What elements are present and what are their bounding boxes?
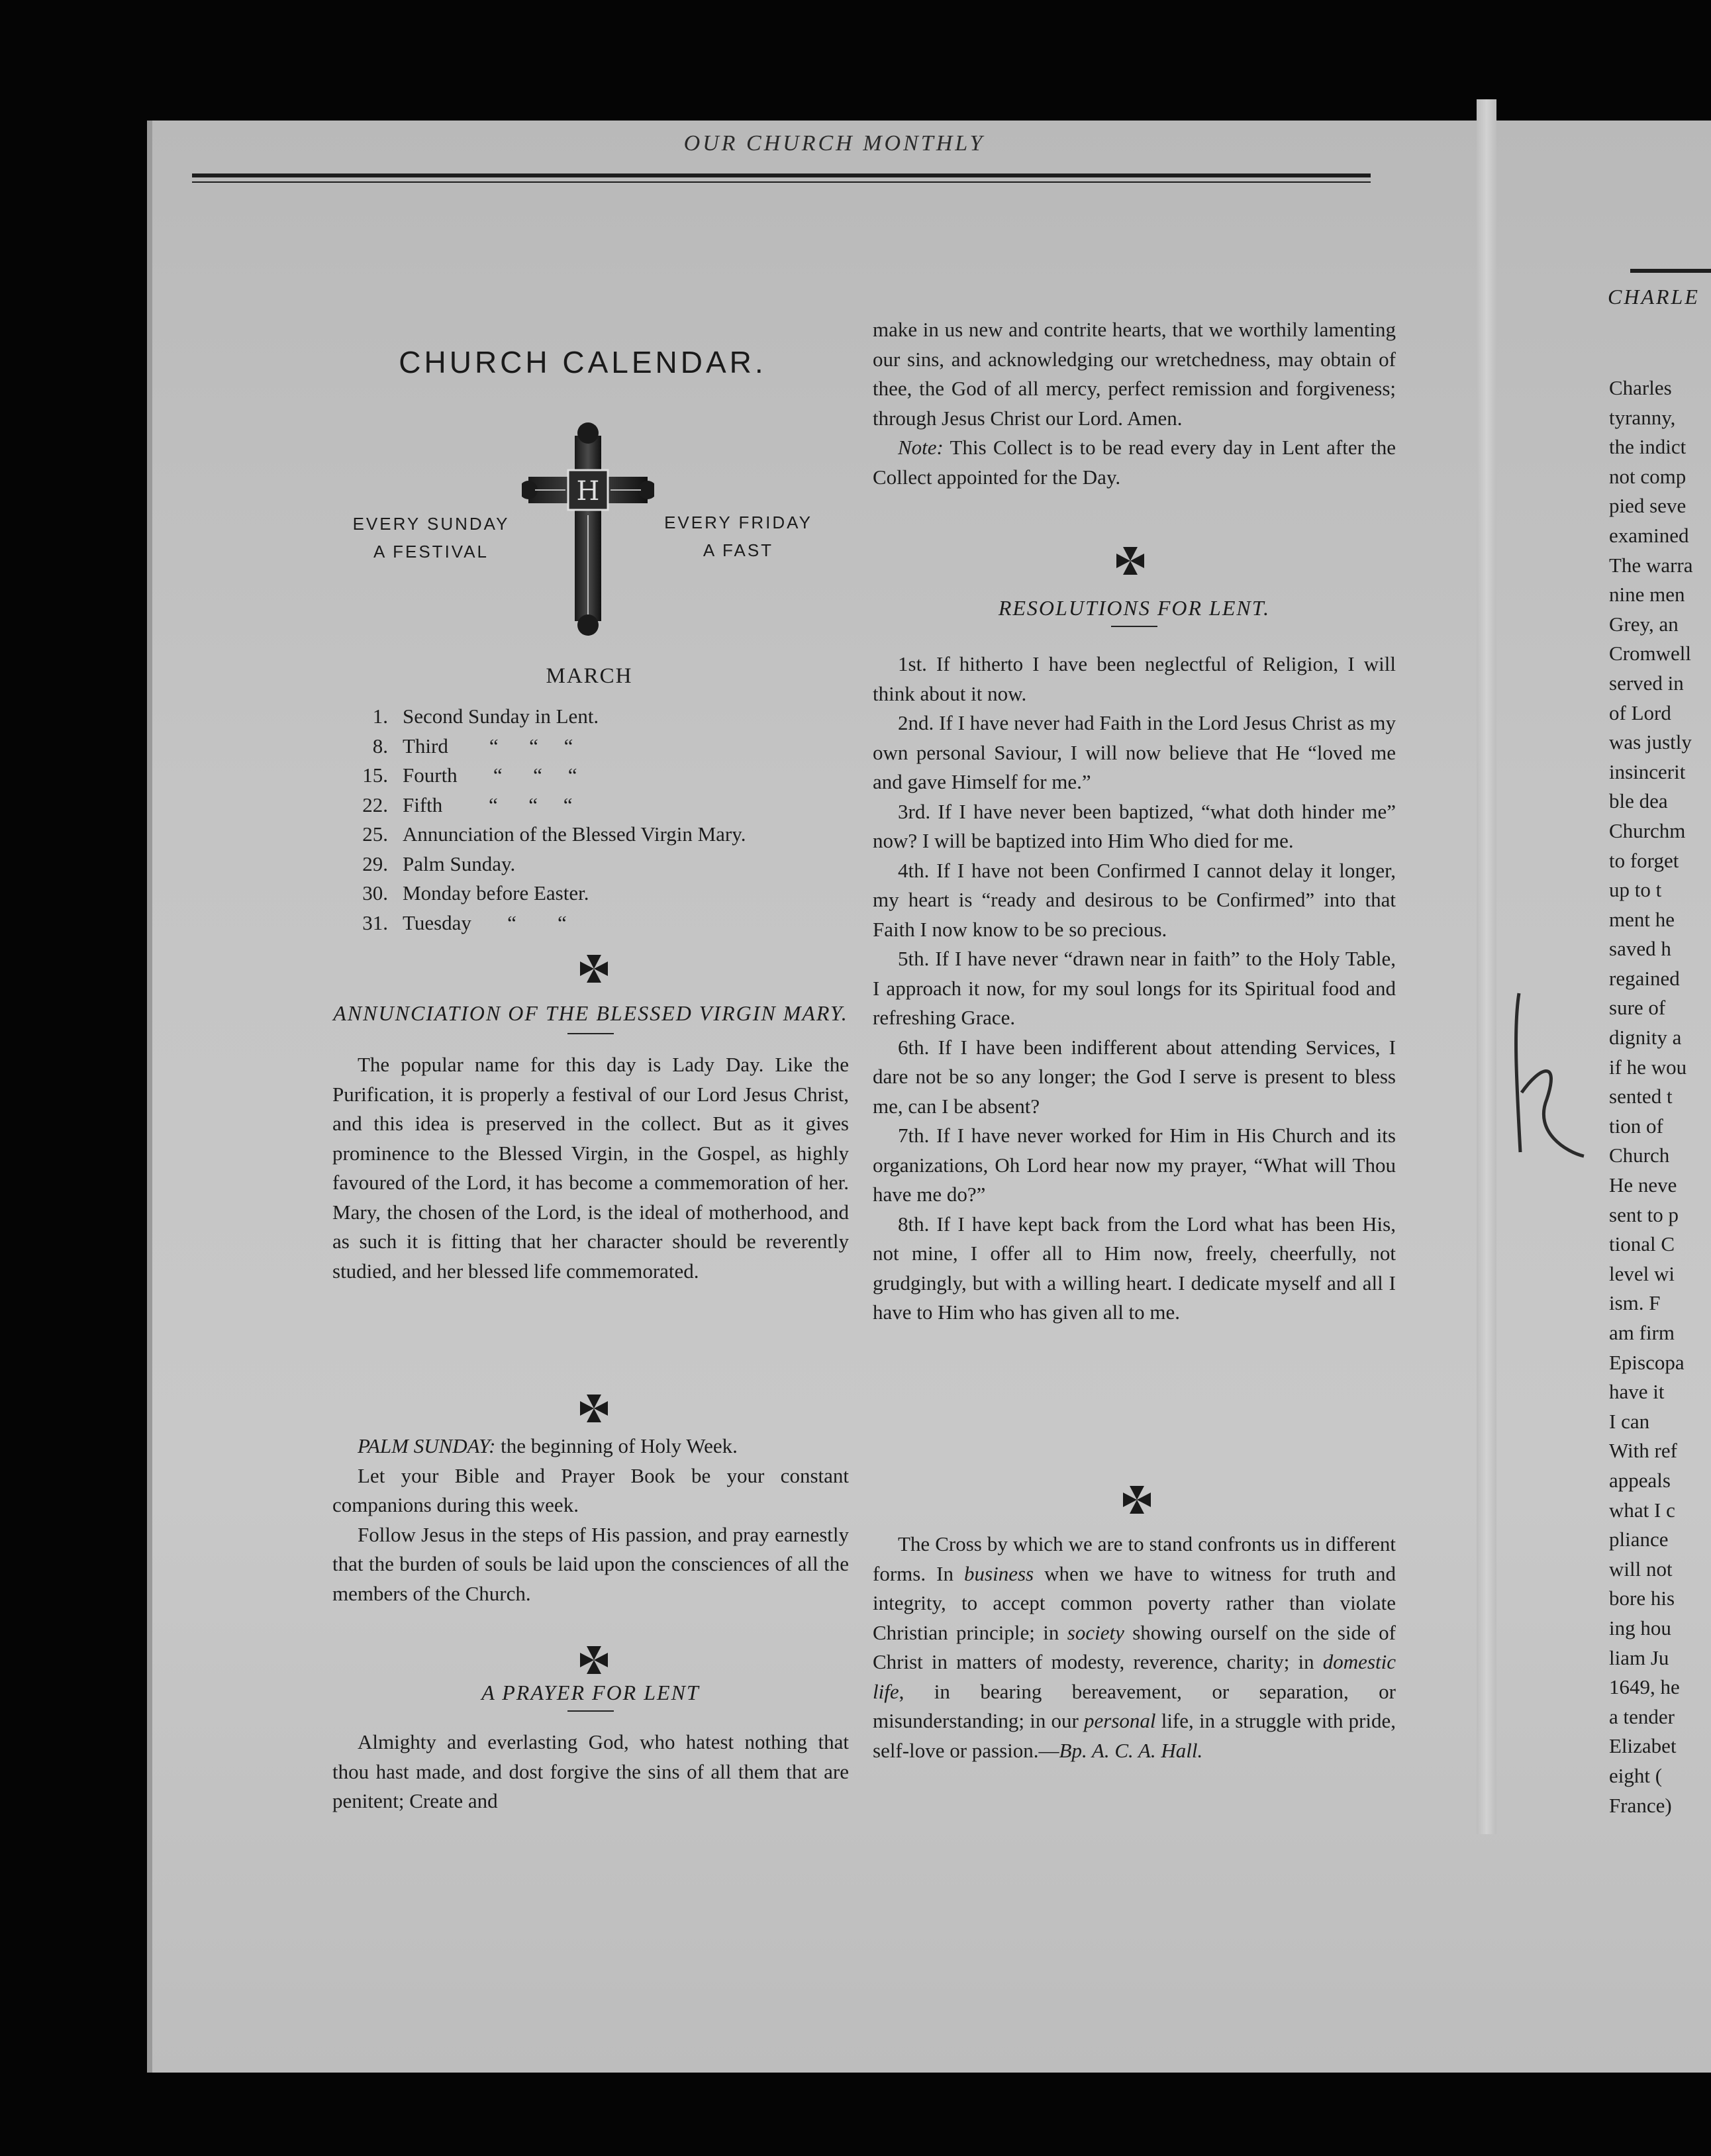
annunciation-text: [332, 1050, 849, 1286]
cross-quote-section: [873, 1530, 1396, 1765]
right-page-line: dignity a: [1609, 1026, 1682, 1050]
prayer-body-col2: make in us new and contrite hearts, that we worthily lamenting our sins, and acknowledging our wretchedness, may obtain of thee, the God of all mercy, perfect remission and forgiveness; through Jesus Christ our Lord. Amen.: [873, 318, 1396, 430]
right-page-line: Churchm: [1609, 818, 1686, 842]
right-page-line: nine men: [1609, 583, 1685, 607]
motto-left-line-2: A FESTIVAL: [373, 542, 489, 562]
section-rule: [567, 1033, 614, 1034]
resolution-item: 8th. If I have kept back from the Lord what has been His, not mine, I offer all to Him now, freely, cheerfully, not grudgingly, but with a willing heart. I dedicate myself and all I have to Him who has given all to me.: [873, 1212, 1396, 1324]
right-page-heading: CHARLE: [1608, 285, 1700, 309]
right-page-line: insincerit: [1609, 760, 1686, 783]
right-page-line: examined: [1609, 523, 1689, 547]
right-page-line: of Lord: [1609, 701, 1671, 724]
prayer-note: [873, 433, 1396, 492]
right-page-line: 1649, he: [1609, 1675, 1680, 1699]
right-page-line: sure of: [1609, 996, 1666, 1020]
resolution-item: 7th. If I have never worked for Him in His Church and its organizations, Oh Lord hear now my prayer, “What will Thou have me do?”: [873, 1124, 1396, 1206]
entry-text: Fifth “ “ “: [403, 793, 573, 816]
cross-pattee-icon: [1122, 1485, 1152, 1515]
palm-sunday-section: [332, 1432, 849, 1608]
entry-day: 8.: [372, 734, 388, 758]
entry-text: Palm Sunday.: [403, 852, 516, 875]
palm-sunday-p3: Follow Jesus in the steps of His passion, and pray earnestly that the burden of souls be laid upon the consciences of all the members of the Church.: [332, 1522, 849, 1605]
section-rule: [1111, 626, 1157, 627]
prayer-body-col1: Almighty and everlasting God, who hatest nothing that thou hast made, and dost forgive the sins of all them that are penitent; Create and: [332, 1730, 849, 1812]
right-page-line: bore his: [1609, 1587, 1675, 1610]
calendar-entry: [344, 791, 848, 820]
right-page-line: am firm: [1609, 1321, 1675, 1344]
motto-left: [335, 510, 527, 565]
right-page-line: Cromwell: [1609, 642, 1691, 665]
cross-quote-i4: personal: [1084, 1709, 1156, 1732]
entry-text: Fourth “ “ “: [403, 763, 577, 787]
right-page-line: liam Ju: [1609, 1645, 1669, 1669]
right-page-line: not comp: [1609, 464, 1687, 488]
resolution-item: 1st. If hitherto I have been neglectful of Religion, I will think about it now.: [873, 652, 1396, 705]
motto-left-line-1: EVERY SUNDAY: [352, 514, 510, 534]
motto-right: [642, 509, 834, 564]
right-page-line: sented t: [1609, 1085, 1673, 1108]
cross-quote-t2: when we have to witness for truth and integrity, to accept common poverty rather than violate Christian principle; in: [873, 1561, 1396, 1644]
cross-quote-attribution: Bp. A. C. A. Hall.: [1059, 1738, 1203, 1762]
calendar-entry: [344, 908, 848, 938]
motto-right-line-2: A FAST: [703, 540, 774, 560]
header-rule: [192, 173, 1371, 177]
cross-quote: [873, 1530, 1396, 1765]
right-page-line: regained: [1609, 966, 1680, 990]
resolution-item: 3rd. If I have never been baptized, “what doth hinder me” now? I will be baptized into Him Who died for me.: [873, 799, 1396, 852]
motto-right-line-1: EVERY FRIDAY: [664, 513, 812, 532]
right-page-line: Grey, an: [1609, 612, 1679, 636]
note-label: Note:: [898, 436, 944, 459]
right-page-line: With ref: [1609, 1439, 1677, 1463]
annunciation-section: [332, 999, 849, 1286]
right-page-line: tion of: [1609, 1114, 1663, 1138]
cross-pattee-icon: [1115, 546, 1146, 576]
right-page-line: France): [1609, 1793, 1672, 1817]
right-page-line: Episcopa: [1609, 1350, 1685, 1374]
calendar-month: MARCH: [546, 664, 633, 688]
right-page-line: will not: [1609, 1557, 1673, 1581]
header-rule-thin: [192, 181, 1371, 183]
entry-text: Tuesday “ “: [403, 910, 567, 934]
calendar-list: [344, 702, 848, 938]
cross-quote-i2: society: [1067, 1620, 1124, 1644]
right-page-line: the indict: [1609, 435, 1687, 459]
resolutions-list: [873, 650, 1396, 1328]
cross-quote-i3: domestic life: [873, 1650, 1396, 1703]
calendar-entry: [344, 850, 848, 879]
resolution-item: 6th. If I have been indifferent about attending Services, I dare not be so any longer; the God I serve is present to bless me, can I be absent?: [873, 1035, 1396, 1118]
right-page-line: tyranny,: [1609, 405, 1676, 429]
entry-text: Monday before Easter.: [403, 881, 589, 905]
section-rule: [567, 1710, 614, 1712]
palm-sunday-lead-rest: the beginning of Holy Week.: [495, 1434, 738, 1457]
svg-text:H: H: [576, 476, 600, 507]
entry-day: 22.: [362, 793, 388, 816]
entry-day: 29.: [362, 852, 388, 875]
right-page-line: Charles: [1609, 376, 1672, 399]
cross-pattee-icon: [579, 954, 609, 984]
running-head: OUR CHURCH MONTHLY: [683, 131, 985, 156]
cross-quote-t3: showing ourself on the side of Christ in matters of modesty, reverence, charity; in: [873, 1620, 1396, 1673]
right-page-line: Church: [1609, 1144, 1670, 1167]
calendar-entry: [344, 820, 848, 850]
calendar-entry: [344, 702, 848, 732]
palm-sunday-p1: [332, 1432, 849, 1461]
cross-quote-t5: life, in a struggle with pride, self-love or passion.—: [873, 1709, 1396, 1762]
cross-quote-t4: , in bearing bereavement, or separation, or misunderstanding; in our: [873, 1679, 1396, 1732]
column-two-top: [873, 315, 1396, 492]
right-page-line: The warra: [1609, 553, 1693, 577]
prayer-heading: A PRAYER FOR LENT: [481, 1681, 700, 1704]
ornamental-cross-icon: [522, 422, 654, 636]
prayer-section: [332, 1681, 849, 1816]
right-page-line: Elizabet: [1609, 1734, 1677, 1758]
right-page-line: eight (: [1609, 1763, 1663, 1787]
right-page-line: to forget: [1609, 848, 1679, 872]
right-page-line: appeals: [1609, 1468, 1671, 1492]
resolutions-heading: RESOLUTIONS FOR LENT.: [998, 596, 1271, 620]
palm-sunday-lead: PALM SUNDAY:: [358, 1434, 496, 1457]
right-page-line: ment he: [1609, 907, 1675, 931]
page-gutter: [1477, 99, 1496, 1834]
cross-quote-t1: The Cross by which we are to stand confronts us in different forms. In: [873, 1532, 1396, 1585]
resolutions-section: [873, 596, 1396, 1328]
right-page-line: saved h: [1609, 937, 1671, 961]
right-page-line: a tender: [1609, 1704, 1675, 1728]
calendar-title: CHURCH CALENDAR.: [399, 345, 767, 379]
calendar-entry: [344, 879, 848, 908]
resolution-item: 4th. If I have not been Confirmed I cannot delay it longer, my heart is “ready and desirous to be Confirmed” into that Faith I now know to be so precious.: [873, 858, 1396, 941]
resolution-item: 5th. If I have never “drawn near in faith” to the Holy Table, I approach it now, for my soul longs for its Spiritual food and refreshing Grace.: [873, 947, 1396, 1029]
calendar-entry: [344, 732, 848, 761]
entry-day: 1.: [372, 705, 388, 728]
right-page-rule: [1630, 269, 1711, 273]
prayer-text: [332, 1728, 849, 1816]
cross-pattee-icon: [579, 1645, 609, 1675]
right-page-text: [1609, 373, 1711, 1820]
right-page-line: sent to p: [1609, 1202, 1679, 1226]
right-page-line: pliance: [1609, 1528, 1669, 1551]
cross-quote-i1: business: [964, 1561, 1034, 1585]
entry-text: Second Sunday in Lent.: [403, 705, 599, 728]
right-page-line: ism. F: [1609, 1291, 1661, 1315]
right-page-line: was justly: [1609, 730, 1692, 754]
right-page-line: level wi: [1609, 1261, 1675, 1285]
right-page-line: have it: [1609, 1380, 1665, 1404]
annunciation-heading: ANNUNCIATION OF THE BLESSED VIRGIN MARY.: [333, 1001, 848, 1025]
entry-day: 31.: [362, 910, 388, 934]
entry-day: 15.: [362, 763, 388, 787]
right-page-line: tional C: [1609, 1232, 1675, 1256]
right-page-line: served in: [1609, 671, 1684, 695]
entry-day: 30.: [362, 881, 388, 905]
handwritten-mark: [1507, 987, 1587, 1165]
right-page-line: ing hou: [1609, 1616, 1671, 1640]
right-page-line: He neve: [1609, 1173, 1677, 1197]
resolution-item: 2nd. If I have never had Faith in the Lord Jesus Christ as my own personal Saviour, I will now believe that He “loved me and gave Himself for me.”: [873, 711, 1396, 793]
right-page-line: ble dea: [1609, 789, 1668, 813]
right-page-line: up to t: [1609, 878, 1662, 902]
right-page-line: I can: [1609, 1409, 1650, 1433]
right-page-line: if he wou: [1609, 1055, 1687, 1079]
entry-text: Third “ “ “: [403, 734, 573, 758]
cross-pattee-icon: [579, 1393, 609, 1424]
right-page-line: what I c: [1609, 1498, 1675, 1522]
palm-sunday-p2: Let your Bible and Prayer Book be your constant companions during this week.: [332, 1463, 849, 1516]
note-text: This Collect is to be read every day in Lent after the Collect appointed for the Day.: [873, 436, 1396, 489]
calendar-entry: [344, 761, 848, 791]
entry-text: Annunciation of the Blessed Virgin Mary.: [403, 822, 746, 846]
entry-day: 25.: [362, 822, 388, 846]
annunciation-body: The popular name for this day is Lady Day. Like the Purification, it is properly a festival of our Lord Jesus Christ, and this idea is preserved in the collect. But as it gives prominence to the Blessed Virgin, in the Gospel, as highly favoured of the Lord, it has become a commemoration of her. Mary, the chosen of the Lord, is the ideal of motherhood, and as such it is fitting that her character should be reverently studied, and her blessed life commemorated.: [332, 1053, 849, 1283]
right-page-line: pied seve: [1609, 494, 1687, 518]
